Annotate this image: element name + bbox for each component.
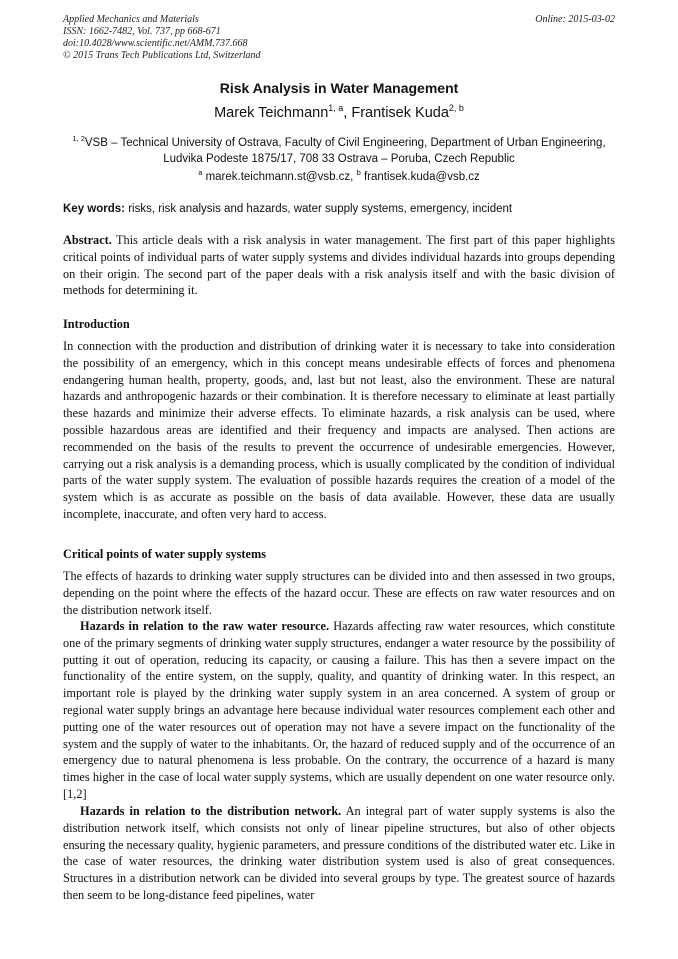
distribution-label: Hazards in relation to the distribution network. [80, 804, 342, 818]
doi-line: doi:10.4028/www.scientific.net/AMM.737.668 [63, 38, 248, 49]
abstract [63, 232, 615, 299]
copyright-line: © 2015 Trans Tech Publications Ltd, Switzerland [63, 50, 261, 61]
email-separator: , [350, 170, 357, 183]
keywords-text: risks, risk analysis and hazards, water supply systems, emergency, incident [128, 203, 513, 215]
abstract-label: Abstract. [63, 233, 112, 247]
abstract-text: This article deals with a risk analysis in water management. The first part of this paper highlights critical points of individual parts of water supply systems and divides individual hazards into groups depending on their origin. The second part of the paper deals with a risk analysis itself and with the basic division of methods for determining it. [63, 233, 615, 298]
distribution-paragraph [63, 803, 615, 904]
affiliation [60, 131, 618, 167]
raw-water-text: Hazards affecting raw water resources, which constitute one of the primary segments of drinking water supply structures, endanger a water resource by the possibility of putting it out of operation, reducing its capacity, or causing a failure. This has then a severe impact on the functionality of the entire system, on the supply, quality, and quantity of drinking water. In this respect, an important role is played by the drinking water supply system in an area concerned. A system of group or regional water supply brings an advantage here because individual water resources complement each other and putting one of the water resources out of operation may not have a severe impact on the functionality of the system and the supply of water to the inhabitants. Or, the hazard of reduced supply and of the occurrence of an emergency due to natural phenomena is less probable. On the contrary, the occurrence of a hazard is many times higher in the case of local water supply systems, which are usually dependent on one water resource only. [1,2] [63, 619, 616, 801]
author-list [0, 103, 678, 121]
email-a[interactable]: marek.teichmann.st@vsb.cz [205, 170, 351, 183]
author-2-sup: 2, b [448, 103, 464, 113]
journal-name: Applied Mechanics and Materials [63, 14, 199, 25]
email-a-sup: a [198, 168, 203, 177]
raw-water-label: Hazards in relation to the raw water resource. [80, 619, 330, 633]
author-2-name: Frantisek Kuda [351, 104, 449, 121]
author-separator: , [343, 104, 352, 121]
author-1-name: Marek Teichmann [214, 104, 329, 121]
critical-paragraph-1: The effects of hazards to drinking water supply structures can be divided into and then assessed in two groups, depending on the point where the effects of the hazard occur. These are effects on raw water resources and on the distribution network itself. [63, 569, 615, 617]
author-1-sup: 1, a [328, 103, 344, 113]
issn-line: ISSN: 1662-7482, Vol. 737, pp 668-671 [63, 26, 221, 37]
online-date: Online: 2015-03-02 [535, 14, 615, 25]
keywords [63, 203, 615, 215]
emails [0, 168, 678, 183]
introduction-text: In connection with the production and distribution of drinking water it is necessary to take into consideration the possibility of an emergency, which in this concept means undesirable effects of forces and phenomena endangering human health, property, goods, and, last but not least, also the environment. These are natural hazards and anthropogenic hazards or their combination. It is therefore necessary to eliminate at least partially these hazards and minimize their adverse effects. To eliminate hazards, a risk analysis can be used, where possible hazardous areas are identified and their frequency and impacts are analysed. Then actions are recommended on the basis of the results to prevent the occurrence of undesirable emergencies. However, carrying out a risk analysis is a demanding process, which is usually complicated by the condition of individual parts of the water supply system. The evaluation of possible hazards requires the creation of a model of the system which is as accurate as possible on the basis of data available. However, these data are usually incomplete, inaccurate, and often very hard to access. [63, 339, 615, 521]
distribution-text: An integral part of water supply systems is also the distribution network itself, which consists not only of linear pipeline structures, but also of other objects ensuring the necessary quality, hygienic parameters, and pressure conditions of the distributed water etc. Like in the case of water resources, the drinking water distribution system used is also of great consequences. Structures in a distribution network can be divided into several groups by type. The greatest source of hazards then seem to be long-distance feed pipelines, water [63, 804, 615, 902]
affiliation-sup: 1, 2 [72, 134, 85, 143]
email-b[interactable]: frantisek.kuda@vsb.cz [363, 170, 480, 183]
affiliation-text: VSB – Technical University of Ostrava, Faculty of Civil Engineering, Department of Urban Engineering, Ludvika Podeste 1875/17, 708 33 Ostrava – Poruba, Czech Republic [84, 136, 606, 165]
journal-header [63, 14, 261, 62]
keywords-label: Key words: [63, 203, 125, 215]
email-b-sup: b [356, 168, 361, 177]
introduction-heading: Introduction [63, 317, 130, 331]
raw-water-paragraph [63, 618, 615, 803]
critical-points-heading: Critical points of water supply systems [63, 547, 267, 561]
paper-title: Risk Analysis in Water Management [219, 80, 459, 96]
